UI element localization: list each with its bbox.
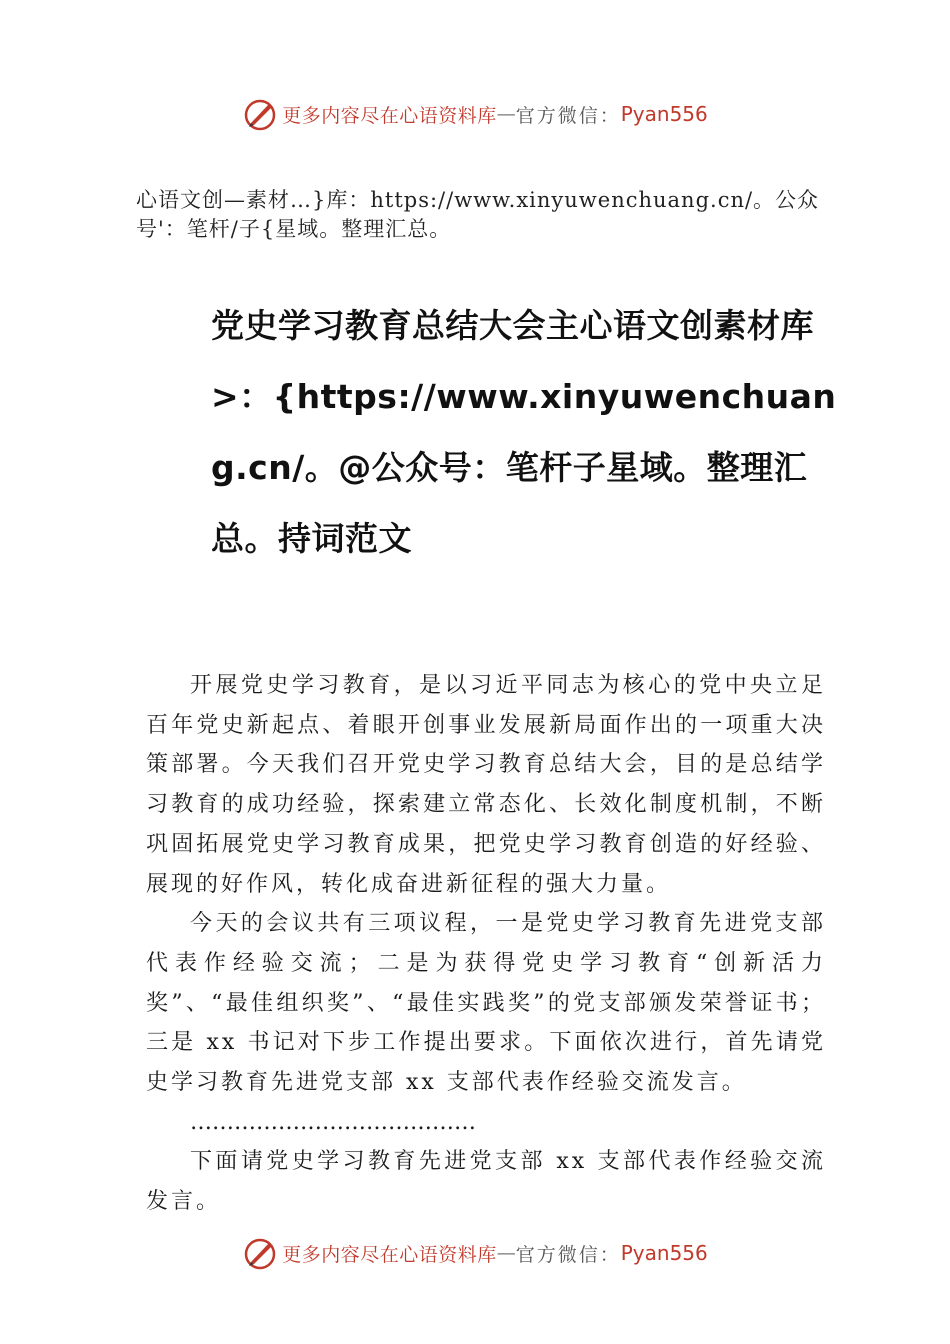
banner-wechat-label: 官方微信： bbox=[515, 1243, 621, 1266]
ellipsis-divider: ………………………………… bbox=[190, 1109, 476, 1135]
banner-text: 更多内容尽在心语资料库 bbox=[282, 104, 497, 127]
banner-wechat-id: Pyan556 bbox=[620, 102, 708, 126]
pen-logo-icon bbox=[242, 1235, 278, 1271]
top-banner bbox=[0, 94, 950, 134]
header-note: 心语文创—素材…}库：https://www.xinyuwenchuang.cn/。公众号'：笔杆/子{星域。整理汇总。 bbox=[136, 188, 820, 241]
document-title: 党史学习教育总结大会主心语文创素材库>：{https://www.xinyuwenchuang.cn/。@公众号：笔杆子星域。整理汇总。持词范文 bbox=[211, 306, 837, 558]
paragraph-3: 下面请党史学习教育先进党支部 xx 支部代表作经验交流发言。 bbox=[146, 1149, 826, 1215]
banner-separator: — bbox=[496, 1242, 516, 1264]
banner-wechat-id: Pyan556 bbox=[620, 1241, 708, 1265]
document-body bbox=[146, 666, 826, 1222]
pen-logo-icon bbox=[242, 96, 278, 132]
bottom-banner bbox=[0, 1233, 950, 1273]
banner-text: 更多内容尽在心语资料库 bbox=[282, 1243, 497, 1266]
banner-separator: — bbox=[496, 103, 516, 125]
paragraph-2: 今天的会议共有三项议程，一是党史学习教育先进党支部代表作经验交流；二是为获得党史学习教育“创新活力奖”、“最佳组织奖”、“最佳实践奖”的党支部颁发荣誉证书；三是 xx 书记对下步工作提出要求。下面依次进行，首先请党史学习教育先进党支部 xx 支部代表作经验交流发言。 bbox=[146, 911, 826, 1096]
banner-wechat-label: 官方微信： bbox=[515, 104, 621, 127]
paragraph-1: 开展党史学习教育，是以习近平同志为核心的党中央立足百年党史新起点、着眼开创事业发展新局面作出的一项重大决策部署。今天我们召开党史学习教育总结大会，目的是总结学习教育的成功经验，探索建立常态化、长效化制度机制，不断巩固拓展党史学习教育成果，把党史学习教育创造的好经验、展现的好作风，转化成奋进新征程的强大力量。 bbox=[146, 673, 826, 897]
